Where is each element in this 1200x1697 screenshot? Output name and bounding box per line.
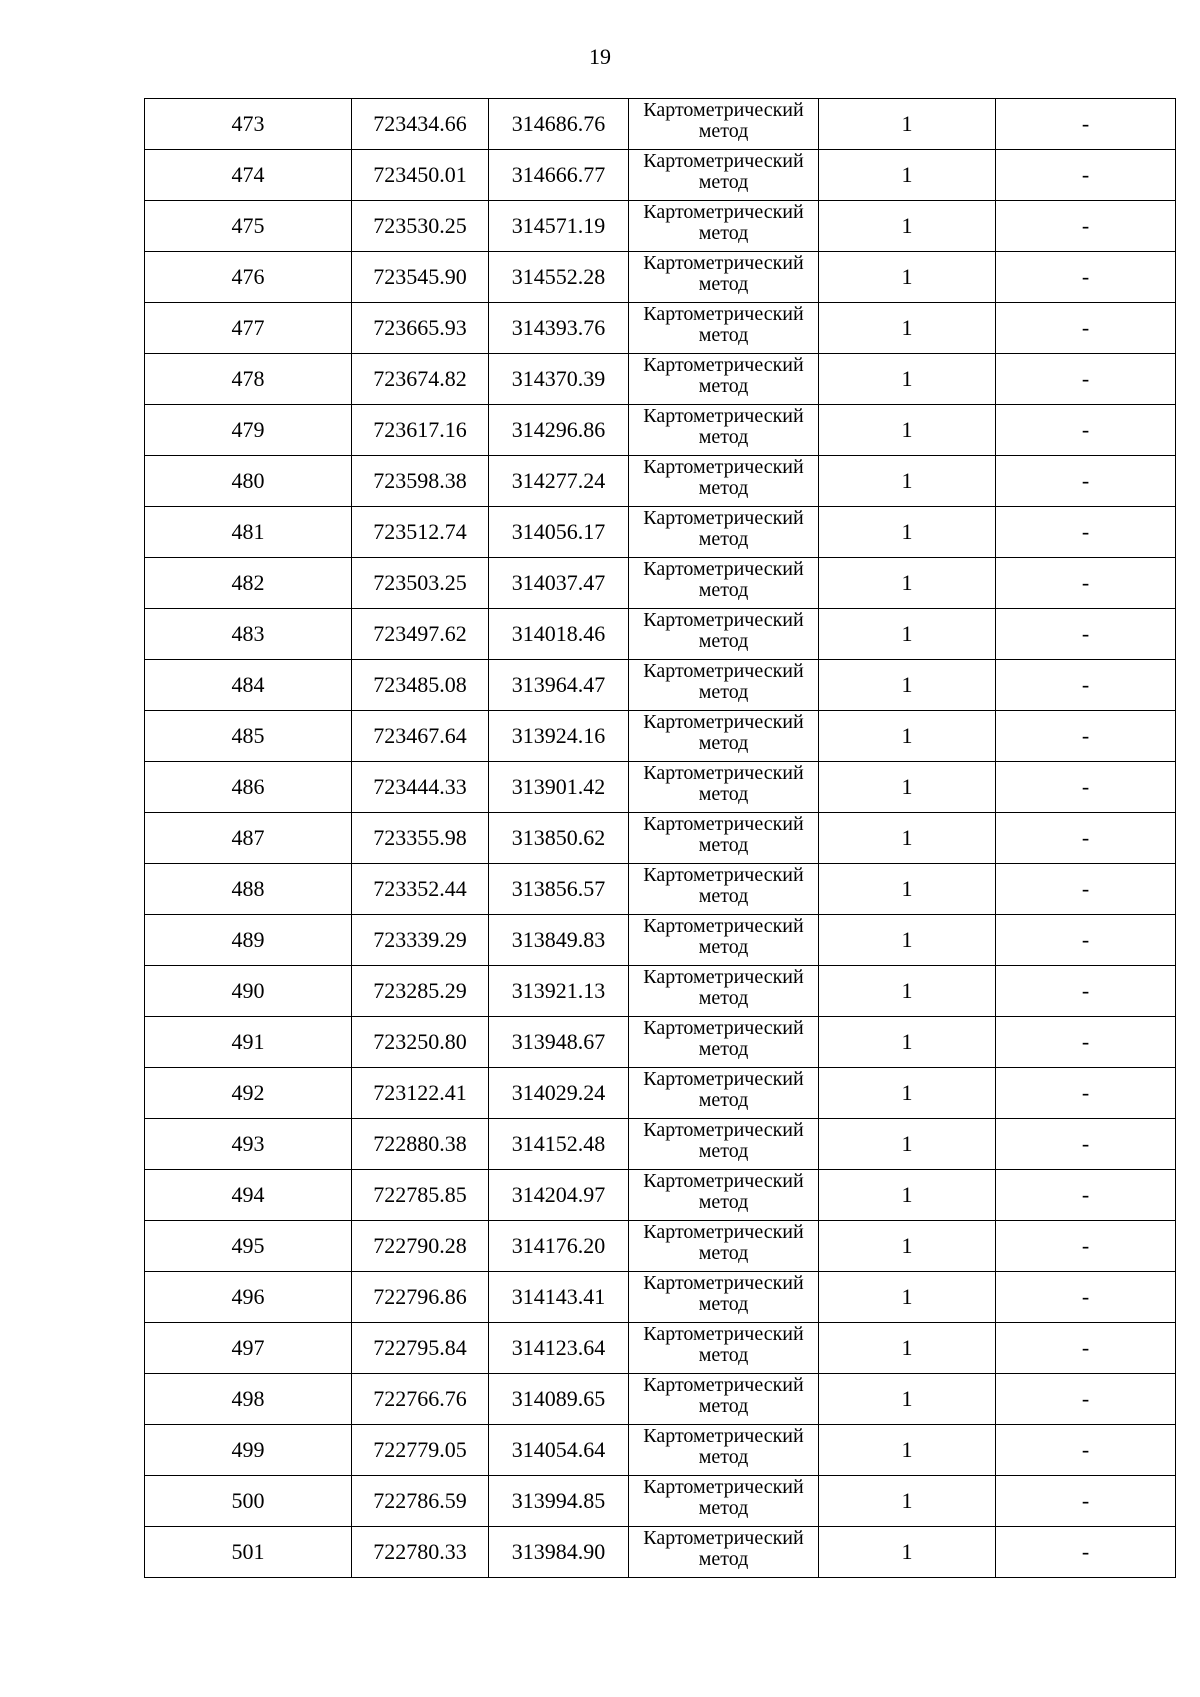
accuracy-cell: 1	[819, 864, 996, 915]
x-coordinate-cell: 723467.64	[352, 711, 489, 762]
method-line-2: метод	[698, 1089, 749, 1111]
point-number-cell: 490	[145, 966, 352, 1017]
x-coordinate-cell: 723503.25	[352, 558, 489, 609]
point-number-cell: 491	[145, 1017, 352, 1068]
accuracy-cell: 1	[819, 1170, 996, 1221]
accuracy-cell: 1	[819, 762, 996, 813]
x-coordinate-cell: 722780.33	[352, 1527, 489, 1578]
table-row	[145, 99, 1176, 150]
x-coordinate-cell: 723285.29	[352, 966, 489, 1017]
table-row	[145, 915, 1176, 966]
method-cell	[629, 303, 819, 354]
method-line-1: Картометрический	[643, 1323, 804, 1345]
x-coordinate-cell: 723674.82	[352, 354, 489, 405]
method-cell	[629, 150, 819, 201]
method-line-2: метод	[698, 426, 749, 448]
method-line-2: метод	[698, 1191, 749, 1213]
x-coordinate-cell: 723617.16	[352, 405, 489, 456]
coordinates-table	[144, 98, 1176, 1578]
note-cell: -	[996, 201, 1176, 252]
page-number: 19	[589, 44, 611, 69]
table-row	[145, 252, 1176, 303]
method-line-1: Картометрический	[643, 813, 804, 835]
method-line-2: метод	[698, 885, 749, 907]
method-cell	[629, 252, 819, 303]
point-number-cell: 492	[145, 1068, 352, 1119]
note-cell: -	[996, 1119, 1176, 1170]
point-number-cell: 480	[145, 456, 352, 507]
table-row	[145, 1374, 1176, 1425]
x-coordinate-cell: 722786.59	[352, 1476, 489, 1527]
accuracy-cell: 1	[819, 1374, 996, 1425]
x-coordinate-cell: 722779.05	[352, 1425, 489, 1476]
note-cell: -	[996, 1272, 1176, 1323]
table-row	[145, 813, 1176, 864]
method-line-1: Картометрический	[643, 864, 804, 886]
table-row	[145, 150, 1176, 201]
method-line-2: метод	[698, 528, 749, 550]
accuracy-cell: 1	[819, 1527, 996, 1578]
method-cell	[629, 1476, 819, 1527]
x-coordinate-cell: 723339.29	[352, 915, 489, 966]
note-cell: -	[996, 711, 1176, 762]
point-number-cell: 477	[145, 303, 352, 354]
note-cell: -	[996, 558, 1176, 609]
method-line-2: метод	[698, 987, 749, 1009]
accuracy-cell: 1	[819, 966, 996, 1017]
point-number-cell: 474	[145, 150, 352, 201]
method-line-1: Картометрический	[643, 609, 804, 631]
y-coordinate-cell: 314018.46	[489, 609, 629, 660]
method-line-2: метод	[698, 324, 749, 346]
y-coordinate-cell: 314037.47	[489, 558, 629, 609]
method-cell	[629, 1374, 819, 1425]
y-coordinate-cell: 314370.39	[489, 354, 629, 405]
y-coordinate-cell: 314393.76	[489, 303, 629, 354]
point-number-cell: 476	[145, 252, 352, 303]
method-line-1: Картометрический	[643, 405, 804, 427]
note-cell: -	[996, 405, 1176, 456]
point-number-cell: 493	[145, 1119, 352, 1170]
table-row	[145, 762, 1176, 813]
accuracy-cell: 1	[819, 303, 996, 354]
x-coordinate-cell: 723122.41	[352, 1068, 489, 1119]
y-coordinate-cell: 313850.62	[489, 813, 629, 864]
method-line-1: Картометрический	[643, 252, 804, 274]
method-line-1: Картометрический	[643, 456, 804, 478]
accuracy-cell: 1	[819, 1272, 996, 1323]
method-line-1: Картометрический	[643, 1476, 804, 1498]
method-line-1: Картометрический	[643, 660, 804, 682]
x-coordinate-cell: 723352.44	[352, 864, 489, 915]
method-cell	[629, 1527, 819, 1578]
method-cell	[629, 915, 819, 966]
method-line-1: Картометрический	[643, 1527, 804, 1549]
method-line-1: Картометрический	[643, 915, 804, 937]
y-coordinate-cell: 314029.24	[489, 1068, 629, 1119]
method-line-2: метод	[698, 1344, 749, 1366]
method-line-2: метод	[698, 936, 749, 958]
point-number-cell: 483	[145, 609, 352, 660]
method-line-1: Картометрический	[643, 1017, 804, 1039]
point-number-cell: 488	[145, 864, 352, 915]
method-line-2: метод	[698, 681, 749, 703]
note-cell: -	[996, 813, 1176, 864]
y-coordinate-cell: 314277.24	[489, 456, 629, 507]
point-number-cell: 496	[145, 1272, 352, 1323]
method-line-1: Картометрический	[643, 558, 804, 580]
y-coordinate-cell: 314666.77	[489, 150, 629, 201]
method-line-2: метод	[698, 1038, 749, 1060]
method-cell	[629, 201, 819, 252]
x-coordinate-cell: 722880.38	[352, 1119, 489, 1170]
accuracy-cell: 1	[819, 1017, 996, 1068]
method-cell	[629, 456, 819, 507]
table-row	[145, 1068, 1176, 1119]
note-cell: -	[996, 354, 1176, 405]
table-row	[145, 405, 1176, 456]
accuracy-cell: 1	[819, 507, 996, 558]
method-line-2: метод	[698, 1242, 749, 1264]
method-cell	[629, 660, 819, 711]
note-cell: -	[996, 762, 1176, 813]
note-cell: -	[996, 1170, 1176, 1221]
table-row	[145, 558, 1176, 609]
table-row	[145, 303, 1176, 354]
accuracy-cell: 1	[819, 1119, 996, 1170]
x-coordinate-cell: 723530.25	[352, 201, 489, 252]
method-cell	[629, 354, 819, 405]
method-cell	[629, 507, 819, 558]
accuracy-cell: 1	[819, 1323, 996, 1374]
y-coordinate-cell: 314686.76	[489, 99, 629, 150]
method-cell	[629, 405, 819, 456]
method-line-1: Картометрический	[643, 201, 804, 223]
note-cell: -	[996, 1476, 1176, 1527]
y-coordinate-cell: 314054.64	[489, 1425, 629, 1476]
accuracy-cell: 1	[819, 456, 996, 507]
table-row	[145, 354, 1176, 405]
y-coordinate-cell: 314296.86	[489, 405, 629, 456]
table-row	[145, 201, 1176, 252]
y-coordinate-cell: 314552.28	[489, 252, 629, 303]
note-cell: -	[996, 1425, 1176, 1476]
accuracy-cell: 1	[819, 1425, 996, 1476]
method-line-2: метод	[698, 732, 749, 754]
x-coordinate-cell: 723434.66	[352, 99, 489, 150]
y-coordinate-cell: 314056.17	[489, 507, 629, 558]
accuracy-cell: 1	[819, 99, 996, 150]
table-row	[145, 1476, 1176, 1527]
method-cell	[629, 1119, 819, 1170]
table-row	[145, 1170, 1176, 1221]
method-line-1: Картометрический	[643, 150, 804, 172]
x-coordinate-cell: 723598.38	[352, 456, 489, 507]
y-coordinate-cell: 314143.41	[489, 1272, 629, 1323]
method-cell	[629, 1425, 819, 1476]
method-line-1: Картометрический	[643, 1170, 804, 1192]
method-cell	[629, 1323, 819, 1374]
method-cell	[629, 966, 819, 1017]
note-cell: -	[996, 150, 1176, 201]
accuracy-cell: 1	[819, 609, 996, 660]
y-coordinate-cell: 313984.90	[489, 1527, 629, 1578]
method-line-2: метод	[698, 1293, 749, 1315]
point-number-cell: 486	[145, 762, 352, 813]
note-cell: -	[996, 1527, 1176, 1578]
method-cell	[629, 711, 819, 762]
point-number-cell: 482	[145, 558, 352, 609]
method-line-1: Картометрический	[643, 966, 804, 988]
table-row	[145, 864, 1176, 915]
method-line-1: Картометрический	[643, 711, 804, 733]
method-line-1: Картометрический	[643, 1068, 804, 1090]
table-row	[145, 507, 1176, 558]
y-coordinate-cell: 314176.20	[489, 1221, 629, 1272]
accuracy-cell: 1	[819, 1221, 996, 1272]
y-coordinate-cell: 314123.64	[489, 1323, 629, 1374]
note-cell: -	[996, 252, 1176, 303]
point-number-cell: 497	[145, 1323, 352, 1374]
y-coordinate-cell: 314204.97	[489, 1170, 629, 1221]
note-cell: -	[996, 1374, 1176, 1425]
method-cell	[629, 762, 819, 813]
method-cell	[629, 1221, 819, 1272]
point-number-cell: 501	[145, 1527, 352, 1578]
method-line-2: метод	[698, 222, 749, 244]
method-line-2: метод	[698, 630, 749, 652]
method-cell	[629, 1017, 819, 1068]
method-line-1: Картометрический	[643, 1425, 804, 1447]
note-cell: -	[996, 456, 1176, 507]
x-coordinate-cell: 722796.86	[352, 1272, 489, 1323]
y-coordinate-cell: 313849.83	[489, 915, 629, 966]
y-coordinate-cell: 313964.47	[489, 660, 629, 711]
table-row	[145, 1017, 1176, 1068]
point-number-cell: 494	[145, 1170, 352, 1221]
note-cell: -	[996, 660, 1176, 711]
y-coordinate-cell: 313921.13	[489, 966, 629, 1017]
note-cell: -	[996, 966, 1176, 1017]
method-cell	[629, 609, 819, 660]
method-line-1: Картометрический	[643, 1119, 804, 1141]
table-row	[145, 966, 1176, 1017]
table-row	[145, 1323, 1176, 1374]
x-coordinate-cell: 722785.85	[352, 1170, 489, 1221]
method-line-2: метод	[698, 375, 749, 397]
method-line-1: Картометрический	[643, 1272, 804, 1294]
method-line-2: метод	[698, 1140, 749, 1162]
x-coordinate-cell: 723512.74	[352, 507, 489, 558]
method-line-1: Картометрический	[643, 99, 804, 121]
y-coordinate-cell: 313901.42	[489, 762, 629, 813]
method-line-1: Картометрический	[643, 354, 804, 376]
accuracy-cell: 1	[819, 711, 996, 762]
table-row	[145, 1425, 1176, 1476]
method-line-2: метод	[698, 783, 749, 805]
note-cell: -	[996, 864, 1176, 915]
y-coordinate-cell: 314152.48	[489, 1119, 629, 1170]
x-coordinate-cell: 723485.08	[352, 660, 489, 711]
x-coordinate-cell: 723444.33	[352, 762, 489, 813]
table-row	[145, 1527, 1176, 1578]
table-row	[145, 660, 1176, 711]
x-coordinate-cell: 722790.28	[352, 1221, 489, 1272]
y-coordinate-cell: 313856.57	[489, 864, 629, 915]
table-row	[145, 609, 1176, 660]
accuracy-cell: 1	[819, 201, 996, 252]
x-coordinate-cell: 722766.76	[352, 1374, 489, 1425]
accuracy-cell: 1	[819, 1068, 996, 1119]
y-coordinate-cell: 314089.65	[489, 1374, 629, 1425]
method-line-2: метод	[698, 1395, 749, 1417]
method-line-2: метод	[698, 477, 749, 499]
method-line-1: Картометрический	[643, 1221, 804, 1243]
x-coordinate-cell: 723497.62	[352, 609, 489, 660]
point-number-cell: 478	[145, 354, 352, 405]
x-coordinate-cell: 722795.84	[352, 1323, 489, 1374]
y-coordinate-cell: 313924.16	[489, 711, 629, 762]
table-row	[145, 456, 1176, 507]
point-number-cell: 489	[145, 915, 352, 966]
method-line-1: Картометрический	[643, 303, 804, 325]
method-cell	[629, 864, 819, 915]
method-cell	[629, 1170, 819, 1221]
accuracy-cell: 1	[819, 405, 996, 456]
table-row	[145, 1119, 1176, 1170]
point-number-cell: 485	[145, 711, 352, 762]
accuracy-cell: 1	[819, 354, 996, 405]
accuracy-cell: 1	[819, 915, 996, 966]
note-cell: -	[996, 915, 1176, 966]
method-line-2: метод	[698, 120, 749, 142]
note-cell: -	[996, 1017, 1176, 1068]
accuracy-cell: 1	[819, 1476, 996, 1527]
table-row	[145, 1221, 1176, 1272]
x-coordinate-cell: 723545.90	[352, 252, 489, 303]
point-number-cell: 484	[145, 660, 352, 711]
y-coordinate-cell: 314571.19	[489, 201, 629, 252]
point-number-cell: 498	[145, 1374, 352, 1425]
method-cell	[629, 1272, 819, 1323]
method-line-2: метод	[698, 1446, 749, 1468]
point-number-cell: 495	[145, 1221, 352, 1272]
note-cell: -	[996, 507, 1176, 558]
accuracy-cell: 1	[819, 150, 996, 201]
point-number-cell: 475	[145, 201, 352, 252]
note-cell: -	[996, 1068, 1176, 1119]
table-row	[145, 711, 1176, 762]
x-coordinate-cell: 723250.80	[352, 1017, 489, 1068]
accuracy-cell: 1	[819, 558, 996, 609]
method-line-1: Картометрический	[643, 507, 804, 529]
method-cell	[629, 558, 819, 609]
point-number-cell: 481	[145, 507, 352, 558]
note-cell: -	[996, 99, 1176, 150]
method-line-2: метод	[698, 1497, 749, 1519]
table-row	[145, 1272, 1176, 1323]
method-line-1: Картометрический	[643, 1374, 804, 1396]
method-line-2: метод	[698, 579, 749, 601]
point-number-cell: 499	[145, 1425, 352, 1476]
x-coordinate-cell: 723665.93	[352, 303, 489, 354]
point-number-cell: 500	[145, 1476, 352, 1527]
note-cell: -	[996, 303, 1176, 354]
method-cell	[629, 1068, 819, 1119]
coordinates-table-body	[145, 99, 1176, 1578]
y-coordinate-cell: 313994.85	[489, 1476, 629, 1527]
y-coordinate-cell: 313948.67	[489, 1017, 629, 1068]
note-cell: -	[996, 1323, 1176, 1374]
x-coordinate-cell: 723450.01	[352, 150, 489, 201]
x-coordinate-cell: 723355.98	[352, 813, 489, 864]
accuracy-cell: 1	[819, 252, 996, 303]
point-number-cell: 479	[145, 405, 352, 456]
method-line-2: метод	[698, 273, 749, 295]
point-number-cell: 473	[145, 99, 352, 150]
method-line-2: метод	[698, 1548, 749, 1570]
method-cell	[629, 813, 819, 864]
accuracy-cell: 1	[819, 660, 996, 711]
method-line-2: метод	[698, 171, 749, 193]
note-cell: -	[996, 609, 1176, 660]
note-cell: -	[996, 1221, 1176, 1272]
point-number-cell: 487	[145, 813, 352, 864]
method-line-1: Картометрический	[643, 762, 804, 784]
accuracy-cell: 1	[819, 813, 996, 864]
method-cell	[629, 99, 819, 150]
method-line-2: метод	[698, 834, 749, 856]
